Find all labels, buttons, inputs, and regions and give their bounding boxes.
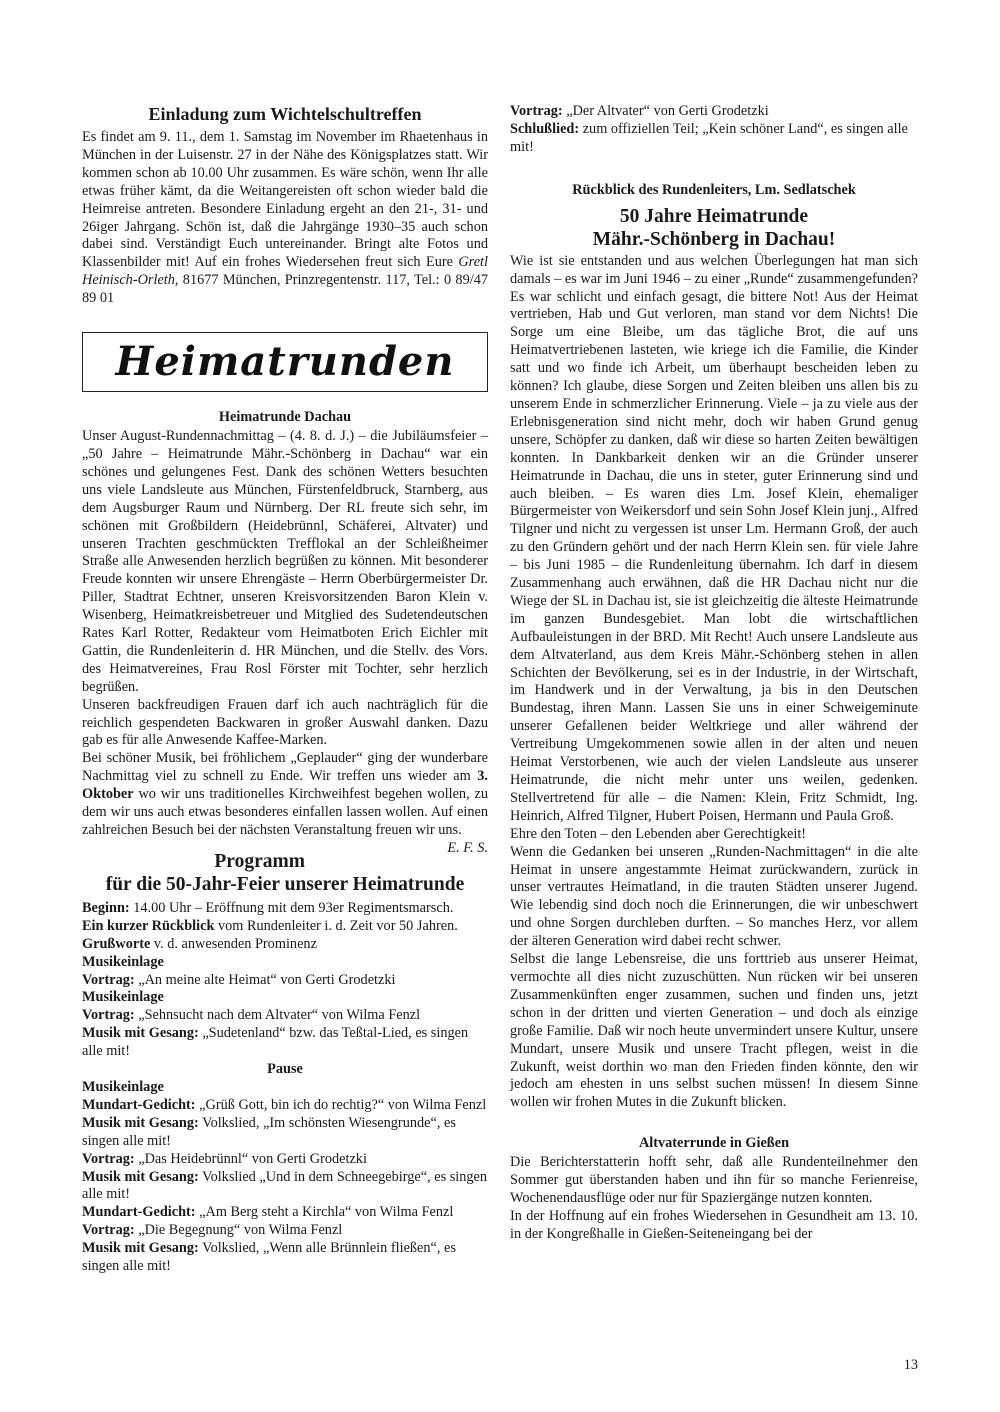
giessen-article: [510, 1134, 918, 1244]
programm-item: [82, 1169, 488, 1205]
dachau-signature: E. F. S.: [447, 839, 488, 856]
programm-item: [82, 989, 488, 1007]
wichtel-body: Es findet am 9. 11., dem 1. Samstag im November im Rhaetenhaus in München in der Luisenstr. 27 in der Nähe des Königsplatzes statt. Wir kommen schon ab 10.00 Uhr zusammen. Es wäre schön, wenn Ihr alle etwas früher kämt, da die Weitangereisten oft schon wieder bald die Heimreise antreten. Besondere Einladung ergeht an den 21-, 31- und 26iger Jahrgang. Schön ist, daß die Jahrgänge 1930–35 auch schon dabei sind. Verständigt Euch untereinander. Bringt alte Fotos und Klassenbilder mit! Auf ein frohes Wiedersehen freut sich Eure Gretl Heinisch-Orleth, 81677 München, Prinzregentenstr. 117, Tel.: 0 89/47 89 01: [82, 129, 488, 307]
programm-title: Programm: [214, 850, 305, 872]
programm-subtitle: für die 50-Jahr-Feier unserer Heimatrunde: [105, 873, 465, 895]
dachau-paragraph-2: Unseren backfreudigen Frauen darf ich auch nachträglich für die reichlich gespendeten Backwaren in großer Auswahl danken. Dazu gab es für alle Anwesende Kaffee-Marken.: [82, 696, 488, 749]
programm-item-text: Volkslied, „Wenn alle Brünnlein fließen“, es singen alle mit!: [82, 1240, 456, 1275]
giessen-title: Altvaterrunde in Gießen: [638, 1135, 790, 1152]
programm-item-caption: Musikeinlage: [82, 953, 164, 970]
programm-item-text: 14.00 Uhr – Eröffnung mit dem 93er Regimentsmarsch.: [129, 899, 454, 916]
programm-item-text: zum offiziellen Teil; „Kein schöner Land“, es singen alle mit!: [510, 120, 908, 155]
programm-item-caption: Musik mit Gesang:: [82, 1168, 199, 1185]
programm-item: [510, 121, 918, 157]
programm-item-text: „An meine alte Heimat“ von Gerti Grodetzki: [134, 971, 396, 988]
programm-item-caption: Musik mit Gesang:: [82, 1025, 199, 1042]
right-column: [510, 103, 918, 1244]
programm-list-2: [82, 1079, 488, 1276]
programm-item-text: „Grüß Gott, bin ich do rechtig?“ von Wilma Fenzl: [195, 1096, 487, 1113]
programm-item-caption: Musik mit Gesang:: [82, 1114, 199, 1131]
dachau-article: [82, 408, 488, 856]
programm-list-1: [82, 900, 488, 1061]
wichtel-title: Einladung zum Wichtelschultreffen: [148, 104, 422, 124]
programm-item: [82, 1240, 488, 1276]
programm-item-text: Volkslied, „Im schönsten Wiesengrunde“, es singen alle mit!: [82, 1114, 456, 1149]
programm-item-caption: Vortrag:: [82, 971, 135, 988]
rueckblick-title: 50 Jahre Heimatrunde: [619, 205, 809, 227]
wichtel-author: Gretl Heinisch-Orleth,: [82, 254, 488, 289]
programm-list-3: [510, 103, 918, 157]
programm-item: [82, 1097, 488, 1115]
programm-item: [82, 1025, 488, 1061]
programm-item: [82, 1204, 488, 1222]
programm-item-caption: Vortrag:: [510, 103, 563, 119]
programm-item-text: vom Rundenleiter i. d. Zeit vor 50 Jahren.: [214, 917, 458, 934]
programm-item-text: „Am Berg steht a Kirchla“ von Wilma Fenzl: [195, 1204, 454, 1221]
dachau-date: 3. Oktober: [82, 768, 488, 803]
rueckblick-paragraph-2: Ehre den Toten – den Lebenden aber Gerechtigkeit!: [510, 825, 807, 842]
programm-item-caption: Vortrag:: [82, 1222, 135, 1239]
programm-item: [82, 1151, 488, 1169]
programm-item: [82, 1115, 488, 1151]
programm-item-caption: Ein kurzer Rückblick: [82, 917, 215, 934]
left-column: [82, 103, 488, 1276]
giessen-paragraph-2: In der Hoffnung auf ein frohes Wiedersehen in Gesundheit am 13. 10. in der Kongreßhalle in Gießen-Seiteneingang bei der: [510, 1207, 918, 1242]
programm-item-text: „Die Begegnung“ von Wilma Fenzl: [134, 1222, 343, 1239]
programm-item-caption: Mundart-Gedicht:: [82, 1204, 196, 1221]
programm-item: [82, 954, 488, 972]
dachau-paragraph-1: Unser August-Rundennachmittag – (4. 8. d. J.) – die Jubiläumsfeier – „50 Jahre – Heimatrunde Mähr.-Schönberg in Dachau“ war ein schönes und gelungenes Fest. Dank des schönen Wetters besuchten uns viele Landsleute aus München, Fürstenfeldbruck, Starnberg, aus dem Augsburger Raum und Nürnberg. Der RL freute sich sehr, im schönen mit Großbildern (Heidebrünnl, Schäferei, Altvater) und unseren Trachten geschmückten Trefflokal an der Schleißheimer Straße alle Anwesenden herzlich begrüßen zu können. Mit besonderer Freude konnten wir unsere Ehrengäste – Herrn Oberbürgermeister Dr. Piller, Stadtrat Echtner, unseren Kreisvorsitzenden Baron Klein v. Wisenberg, Heimatkreisbetreuer und Mitglied des Sudetendeutschen Rates Karl Rotter, Redakteur vom Heimatboten Erich Eichler mit Gattin, die Rundenleiterin d. HR München, und die Stellv. des Vors. des Heimatvereines, Frau Rosl Förster mit Tochter, sehr herzlich begrüßen.: [82, 428, 488, 695]
dachau-title: Heimatrunde Dachau: [218, 409, 352, 426]
programm-item-caption: Musikeinlage: [82, 1078, 164, 1095]
programm-continued: [510, 103, 918, 157]
wichtel-article: [82, 103, 488, 308]
rueckblick-paragraph-3: Wenn die Gedanken bei unseren „Runden-Nachmittagen“ in die alte Heimat in unsere angestammte Heimat zurückwandern, zurück in unser vertrautes Heimatland, in die trauten Städten unserer Jugend. Wie lebendig sind doch noch die Erinnerungen, die wir unbeschwert und ohne Sorgen durchleben durften. – So manches Herz, vor allem der älteren Generation wird dabei recht schwer.: [510, 843, 918, 950]
programm-pause: Pause: [267, 1061, 303, 1078]
programm-item-caption: Musikeinlage: [82, 989, 164, 1006]
page-number: 13: [903, 1357, 918, 1373]
programm-item-caption: Mundart-Gedicht:: [82, 1096, 196, 1113]
programm-item: [510, 103, 918, 121]
programm-item-text: „Sehnsucht nach dem Altvater“ von Wilma Fenzl: [134, 1007, 421, 1024]
rueckblick-paragraph-1: Wie ist sie entstanden und aus welchen Überlegungen hat man sich damals – es war im Juni 1946 – zu einer „Runde“ zusammengefunden? Es war schlicht und einfach gesagt, die bittere Not! Aus der Heimat vertrieben, Hab und Gut verloren, man stand vor dem Nichts! Die Sorge um eine Bleibe, um das tägliche Brot, die auf uns Heimatvertriebenen lasteten, wie kriege ich die Familie, die Kinder satt und wo finde ich Arbeit, um überhaupt bescheiden leben zu können? Ich glaube, diese Sorgen und Zeiten bleiben uns allen bis zu unserem Ende in schmerzlicher Erinnerung. Viele – ja zu viele aus der Erlebnisgeneration sind nicht mehr, doch wir haben Grund genug unsere, Schöpfer zu danken, daß wir diese so harten Zeiten bewältigen konnten. In Dankbarkeit denken wir an die Gründer unserer Heimatrunde in Dachau, die uns in steter, guter Erinnerung sind und auch bleiben. – Es waren dies Lm. Josef Klein, ehemaliger Bürgermeister von Weikersdorf und sein Sohn Josef Klein junj., Alfred Tilgner und nicht zu vergessen ist unser Lm. Hermann Groß, der auch zu den Gründern gehört und der nach Herrn Klein sen. für viele Jahre – bis Juni 1985 – die Rundenleitung übernahm. Ich darf in diesem Zusammenhang auch erwähnen, daß die HR Dachau nicht nur die Wiege der SL in Dachau ist, sie ist gleichzeitig die älteste Heimatrunde im ganzen Bundesgebiet. Man lobt die wirtschaftlichen Aufbauleistungen in der BRD. Mit Recht! Auch unsere Landsleute aus dem Altvaterland, aus dem Kreis Mähr.-Schönberg stehen in allen Schichten der Bevölkerung, sei es in der Industrie, in der Wirtschaft, im Handwerk und in der Verwaltung, ja bis in den Deutschen Bundestag, ihren Mann. Lassen Sie uns in einer Schweigeminute unserer Gefallenen beider Weltkriege und aller während der Vertreibung Umgekommenen sowie allen in der alten und neuen Heimat Verstorbenen, wie auch der vielen Landsleute aus unserer Heimatrunde, die nicht mehr unter uns weilen, gedenken. Stellvertretend für alle – die Namen: Klein, Fritz Schmidt, Ing. Heinrich, Alfred Tilgner, Hubert Poisen, Hermann und Paula Groß.: [510, 252, 918, 824]
programm-item-text: „Der Altvater“ von Gerti Grodetzki: [562, 103, 769, 119]
rueckblick-article: [510, 181, 918, 1113]
programm-item: [82, 972, 488, 990]
programm-item-caption: Vortrag:: [82, 1007, 135, 1024]
programm-item-text: v. d. anwesenden Prominenz: [150, 935, 317, 952]
programm-item-caption: Vortrag:: [82, 1150, 135, 1167]
heimatrunden-logo: Heimatrunden: [115, 338, 455, 386]
rueckblick-paragraph-4: Selbst die lange Lebensreise, die uns forttrieb aus unserer Heimat, vermochte all dies nicht zuzuschütten. Nun rücken wir bei unseren Zusammenkünften enger zusammen, suchen und finden uns, jetzt schon in der dritten und vierten Generation – und doch als einzige große Familie. Daß wir noch heute unvermindert unsere Kultur, unsere Mundart, unsere Musik und unsere Tracht pflegen, weist in die Zukunft, weist dorthin wo man den Frieden finden könnte, den wir jedoch am ehesten in uns selbst suchen müssen! In diesem Sinne wollen wir frohen Mutes in die Zukunft blicken.: [510, 951, 918, 1111]
dachau-paragraph-3: Bei schöner Musik, bei fröhlichem „Geplauder“ ging der wunderbare Nachmittag viel zu schnell zu Ende. Wir treffen uns wieder am 3. Oktober wo wir uns traditionelles Kirchweihfest begehen wollen, zu dem wir uns auch etwas besonderes einfallen lassen wollen. Auf einen zahlreichen Besuch bei der nächsten Veranstaltung freuen wir uns. E. F. S.: [82, 750, 488, 856]
programm-item: [82, 1007, 488, 1025]
programm-item-text: Volkslied „Und in dem Schneegebirge“, es singen alle mit!: [82, 1168, 488, 1203]
rueckblick-kicker: Rückblick des Rundenleiters, Lm. Sedlatschek: [572, 181, 856, 198]
giessen-paragraph-1: Die Berichterstatterin hofft sehr, daß alle Rundenteilnehmer den Sommer gut überstanden haben und ihn für so manche Ferienreise, Wochenendausflüge oder nur für Spaziergänge nutzen konnten.: [510, 1154, 918, 1207]
programm-item: [82, 1222, 488, 1240]
programm-item: [82, 1079, 488, 1097]
programm-item-caption: Beginn:: [82, 899, 130, 916]
programm-item: [82, 936, 488, 954]
rueckblick-subtitle: Mähr.-Schönberg in Dachau!: [592, 228, 836, 250]
programm-section: [82, 850, 488, 1276]
programm-item-text: „Sudetenland“ bzw. das Teßtal-Lied, es singen alle mit!: [82, 1025, 469, 1060]
programm-item-caption: Musik mit Gesang:: [82, 1240, 199, 1257]
wichtel-address: 81677 München, Prinzregentenstr. 117, Tel.: 0 89/47 89 01: [82, 272, 488, 307]
programm-item-text: „Das Heidebrünnl“ von Gerti Grodetzki: [134, 1150, 367, 1167]
programm-item: [82, 900, 488, 918]
programm-item-caption: Grußworte: [82, 935, 151, 952]
programm-item: [82, 918, 488, 936]
programm-item-caption: Schlußlied:: [510, 120, 580, 137]
heimatrunden-banner: [82, 332, 488, 392]
